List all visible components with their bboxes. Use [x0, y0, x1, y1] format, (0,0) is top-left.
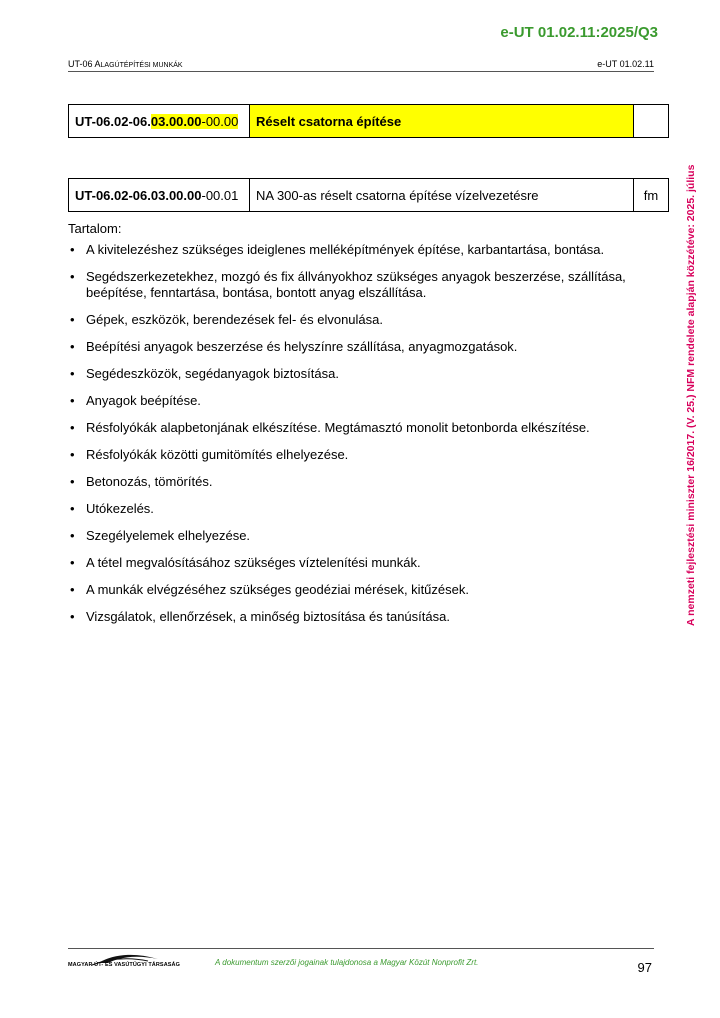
sub-item-table	[68, 178, 669, 212]
list-item	[68, 474, 648, 490]
bullet-icon: •	[70, 242, 75, 257]
main-item-code	[69, 105, 250, 138]
section-title: LAGÚTÉPÍTÉSI MUNKÁK	[100, 62, 183, 69]
bullet-icon: •	[70, 447, 75, 462]
bullet-icon: •	[70, 339, 75, 354]
list-item	[68, 393, 648, 409]
list-item	[68, 447, 648, 463]
list-item	[68, 269, 648, 301]
list-item-text: Anyagok beépítése.	[86, 393, 201, 408]
code-prefix: UT-06.02-06.	[75, 113, 151, 129]
main-item-row	[69, 105, 669, 138]
sub-item-description: NA 300-as réselt csatorna építése vízelvezetésre	[250, 179, 634, 212]
bullet-icon: •	[70, 269, 75, 284]
list-item-text: Gépek, eszközök, berendezések fel- és elvonulása.	[86, 312, 384, 327]
code-suffix: -00.00	[201, 113, 239, 129]
sub-code-suffix: -00.01	[201, 187, 239, 203]
list-item-text: Vizsgálatok, ellenőrzések, a minőség biztosítása és tanúsítása.	[86, 609, 450, 624]
bullet-icon: •	[70, 420, 75, 435]
bullet-icon: •	[70, 366, 75, 381]
publication-note: A nemzeti fejlesztési miniszter 16/2017. (V. 25.) NFM rendelete alapján közzétéve: 2025. július	[685, 164, 697, 626]
section-header	[68, 59, 183, 69]
list-item-text: Betonozás, tömörítés.	[86, 474, 213, 489]
header-right-label: e-UT 01.02.11	[597, 59, 654, 69]
page-number: 97	[637, 960, 652, 975]
sub-code-prefix: UT-06.02-06.03.00.00	[75, 187, 202, 203]
bullet-icon: •	[70, 501, 75, 516]
section-prefix: UT-06 A	[68, 59, 101, 69]
list-item-text: Segédeszközök, segédanyagok biztosítása.	[86, 366, 339, 381]
list-item-text: Beépítési anyagok beszerzése és helyszínre szállítása, anyagmozgatások.	[86, 339, 518, 354]
list-item-text: A kivitelezéshez szükséges ideiglenes melléképítmények építése, karbantartása, bontása.	[86, 242, 605, 257]
list-item-text: Résfolyókák közötti gumitömítés elhelyezése.	[86, 447, 349, 462]
document-id: e-UT 01.02.11:2025/Q3	[500, 24, 658, 41]
main-item-unit	[634, 105, 669, 138]
list-item	[68, 582, 648, 598]
bullet-icon: •	[70, 582, 75, 597]
code-highlight: 03.00.00	[150, 113, 202, 129]
list-item-text: A munkák elvégzéséhez szükséges geodéziai mérések, kitűzések.	[86, 582, 469, 597]
content-intro: Tartalom:	[68, 221, 122, 236]
bullet-icon: •	[70, 474, 75, 489]
main-item-table	[68, 104, 669, 138]
list-item	[68, 420, 648, 436]
copyright-notice: A dokumentum szerzői jogainak tulajdonosa a Magyar Közút Nonprofit Zrt.	[215, 958, 479, 967]
bullet-icon: •	[70, 555, 75, 570]
logo-text: MAGYAR ÚT- ÉS VASÚTÜGYI TÁRSASÁG	[68, 962, 180, 968]
footer-divider	[68, 948, 654, 949]
list-item	[68, 555, 648, 571]
list-item	[68, 312, 648, 328]
list-item-text: Szegélyelemek elhelyezése.	[86, 528, 251, 543]
list-item	[68, 609, 648, 625]
sub-item-row	[69, 179, 669, 212]
list-item	[68, 528, 648, 544]
bullet-icon: •	[70, 393, 75, 408]
list-item-text: Résfolyókák alapbetonjának elkészítése. Megtámasztó monolit betonborda elkészítése.	[86, 420, 590, 435]
bullet-icon: •	[70, 609, 75, 624]
list-item-text: Segédszerkezetekhez, mozgó és fix állványokhoz szükséges anyagok beszerzése, szállítása, beépítése, fenntartása, bontása, bontott anyag elszállítása.	[86, 269, 626, 300]
list-item	[68, 366, 648, 382]
bullet-icon: •	[70, 528, 75, 543]
main-item-title: Réselt csatorna építése	[250, 105, 634, 138]
sub-item-unit: fm	[634, 179, 669, 212]
list-item-text: A tétel megvalósításához szükséges víztelenítési munkák.	[86, 555, 421, 570]
list-item-text: Utókezelés.	[86, 501, 154, 516]
header-divider	[68, 71, 654, 72]
list-item	[68, 501, 648, 517]
sub-item-code	[69, 179, 250, 212]
list-item	[68, 339, 648, 355]
list-item	[68, 242, 648, 258]
content-list	[68, 242, 648, 636]
bullet-icon: •	[70, 312, 75, 327]
